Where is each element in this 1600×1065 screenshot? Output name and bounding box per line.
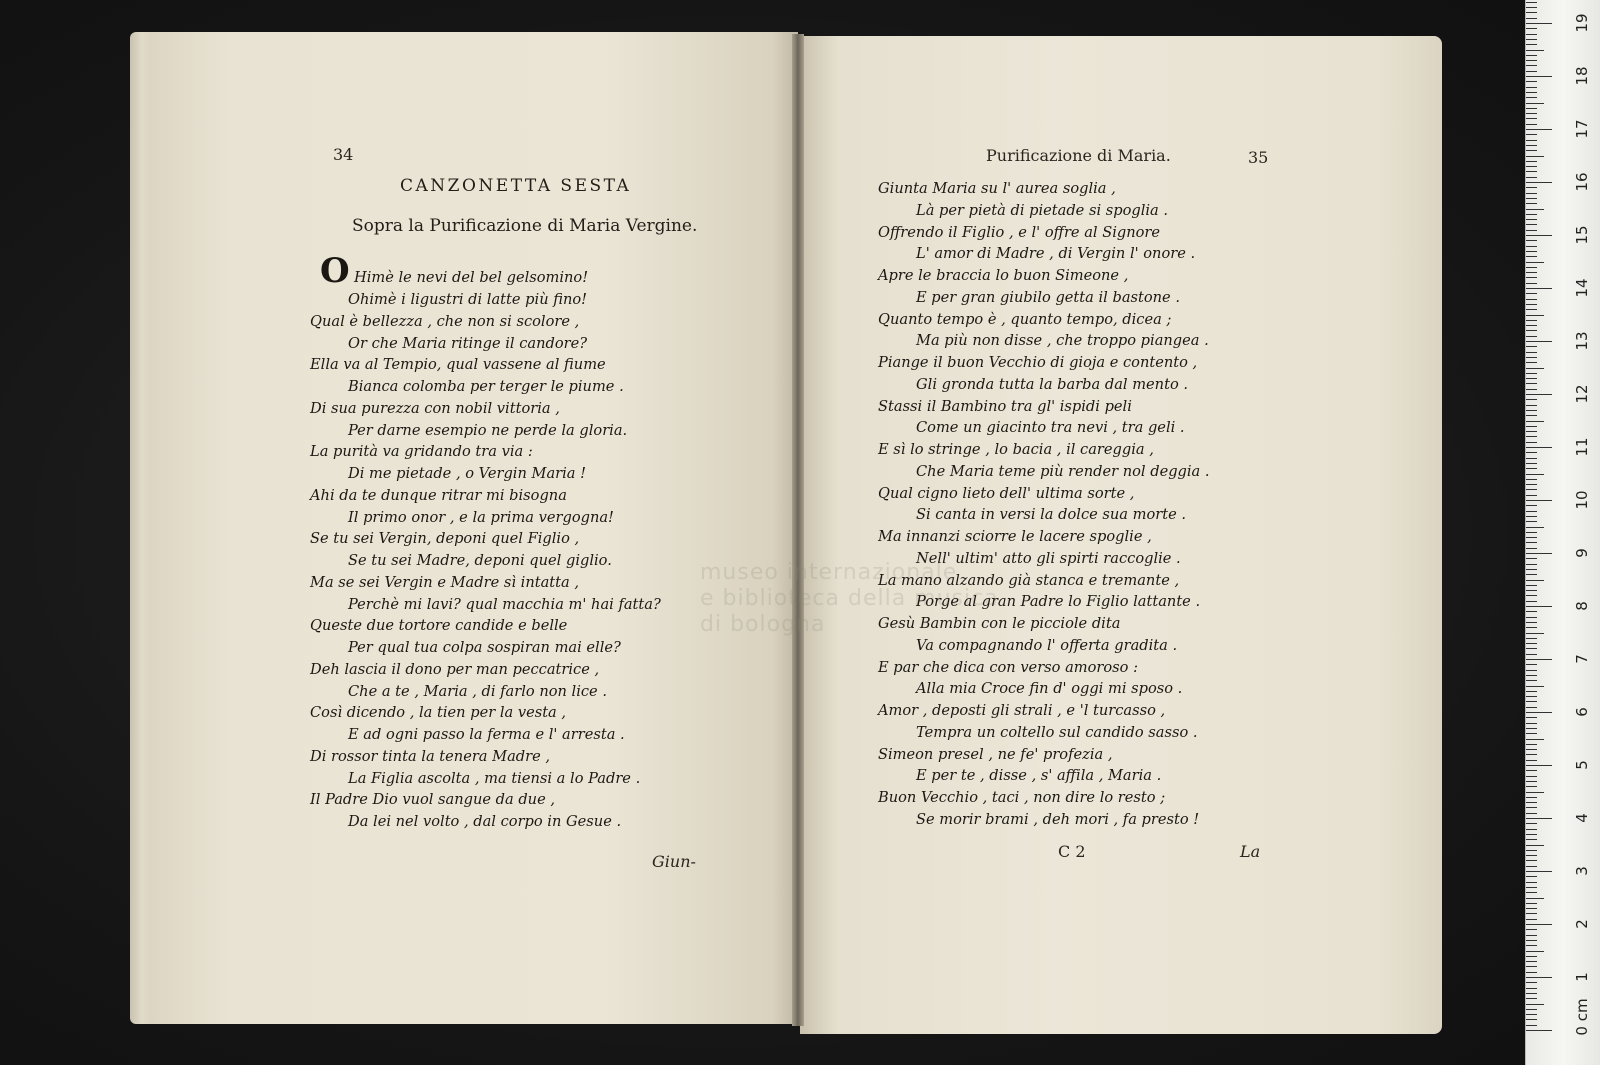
verse-line: Per qual tua colpa sospiran mai elle?: [348, 639, 621, 656]
ruler-tick: [1526, 887, 1537, 888]
ruler-tick: [1526, 129, 1552, 130]
ruler-tick: [1526, 505, 1537, 506]
ruler-tick: [1526, 876, 1537, 877]
ruler-tick: [1526, 452, 1537, 453]
ruler-tick: [1526, 325, 1537, 326]
ruler-tick: [1526, 527, 1544, 528]
ruler-tick: [1526, 12, 1537, 13]
ruler-tick: [1526, 415, 1537, 416]
verse-line: Ma se sei Vergin e Madre sì intatta ,: [310, 573, 579, 591]
left-verse-block: [310, 289, 661, 833]
ruler-tick: [1526, 707, 1537, 708]
left-catchword: Giun-: [652, 852, 696, 871]
ruler-tick: [1526, 209, 1544, 210]
ruler-tick: [1526, 203, 1537, 204]
ruler-tick: [1526, 834, 1537, 835]
ruler-tick: [1526, 675, 1537, 676]
ruler-tick: [1526, 765, 1552, 766]
ruler-tick: [1526, 871, 1552, 872]
ruler-tick: [1526, 484, 1537, 485]
ruler-number: 19: [1573, 13, 1591, 33]
ruler-tick: [1526, 389, 1537, 390]
ruler-tick: [1526, 977, 1552, 978]
ruler-tick: [1526, 993, 1537, 994]
ruler-tick: [1526, 134, 1537, 135]
ruler-tick: [1526, 776, 1537, 777]
verse-line: Ohimè i ligustri di latte più fino!: [348, 291, 588, 308]
ruler-tick: [1526, 945, 1537, 946]
ruler-number: 6: [1573, 707, 1591, 717]
ruler-tick: [1526, 240, 1537, 241]
verse-line: Se tu sei Madre, deponi quel giglio.: [348, 552, 612, 569]
ruler-tick: [1526, 44, 1537, 45]
ruler-tick: [1526, 924, 1552, 925]
ruler-tick: [1526, 521, 1537, 522]
ruler-tick: [1526, 797, 1537, 798]
ruler-tick: [1526, 680, 1537, 681]
verse-line: Tempra un coltello sul candido sasso .: [916, 723, 1198, 741]
ruler-tick: [1526, 781, 1537, 782]
ruler-tick: [1526, 845, 1544, 846]
measurement-ruler: [1525, 0, 1600, 1065]
ruler-tick: [1526, 330, 1537, 331]
ruler-tick: [1526, 850, 1537, 851]
ruler-number: 16: [1573, 172, 1591, 192]
ruler-tick: [1526, 50, 1544, 51]
ruler-tick: [1526, 177, 1537, 178]
ruler-tick: [1526, 611, 1537, 612]
ruler-tick: [1526, 590, 1537, 591]
ruler-tick: [1526, 696, 1537, 697]
ruler-tick: [1526, 898, 1544, 899]
ruler-tick: [1526, 654, 1537, 655]
ruler-tick: [1526, 320, 1537, 321]
ruler-tick: [1526, 309, 1537, 310]
ruler-tick: [1526, 749, 1537, 750]
ruler-tick: [1526, 633, 1544, 634]
ruler-number: 17: [1573, 119, 1591, 139]
verse-line: Se tu sei Vergin, deponi quel Figlio ,: [310, 530, 580, 548]
ruler-number: 4: [1573, 813, 1591, 823]
verse-line: Giunta Maria su l' aurea soglia ,: [878, 180, 1116, 197]
ruler-tick: [1526, 638, 1537, 639]
ruler-tick: [1526, 548, 1537, 549]
ruler-tick: [1526, 299, 1537, 300]
ruler-tick: [1526, 940, 1537, 941]
ruler-tick: [1526, 224, 1537, 225]
verse-line: Qual è bellezza , che non si scolore ,: [310, 312, 580, 330]
ruler-tick: [1526, 373, 1537, 374]
ruler-tick: [1526, 998, 1537, 999]
ruler-tick: [1526, 691, 1537, 692]
ruler-tick: [1526, 728, 1537, 729]
ruler-tick: [1526, 426, 1537, 427]
ruler-number: 3: [1573, 866, 1591, 876]
ruler-tick: [1526, 601, 1537, 602]
verse-line: Apre le braccia lo buon Simeone ,: [878, 267, 1129, 284]
ruler-tick: [1526, 81, 1537, 82]
ruler-tick: [1526, 214, 1537, 215]
ruler-tick: [1526, 246, 1537, 247]
ruler-tick: [1526, 150, 1537, 151]
ruler-tick: [1526, 405, 1537, 406]
ruler-tick: [1526, 277, 1537, 278]
ruler-tick: [1526, 807, 1537, 808]
ruler-tick: [1526, 447, 1552, 448]
ruler-tick: [1526, 187, 1537, 188]
ruler-tick: [1526, 431, 1537, 432]
ruler-tick: [1526, 436, 1537, 437]
ruler-tick: [1526, 65, 1537, 66]
verse-line: Di rossor tinta la tenera Madre ,: [310, 747, 551, 765]
poem-subtitle: Sopra la Purificazione di Maria Vergine.: [352, 216, 698, 236]
ruler-tick: [1526, 595, 1537, 596]
ruler-tick: [1526, 272, 1537, 273]
ruler-tick: [1526, 18, 1537, 19]
ruler-tick: [1526, 511, 1537, 512]
ruler-tick: [1526, 283, 1537, 284]
ruler-tick: [1526, 458, 1537, 459]
ruler-number: 2: [1573, 919, 1591, 929]
ruler-tick: [1526, 71, 1537, 72]
ruler-tick: [1526, 256, 1537, 257]
verse-line: L' amor di Madre , di Vergin l' onore .: [916, 245, 1196, 263]
ruler-tick: [1526, 463, 1537, 464]
ruler-tick: [1526, 336, 1537, 337]
ruler-tick: [1526, 145, 1537, 146]
ruler-tick: [1526, 760, 1537, 761]
ruler-tick: [1526, 882, 1537, 883]
ruler-tick: [1526, 28, 1537, 29]
ruler-tick: [1526, 813, 1537, 814]
ruler-tick: [1526, 251, 1537, 252]
ruler-tick: [1526, 198, 1537, 199]
ruler-tick: [1526, 866, 1537, 867]
ruler-tick: [1526, 76, 1552, 77]
ruler-number: 11: [1573, 437, 1591, 457]
ruler-tick: [1526, 315, 1544, 316]
drop-cap: O: [320, 251, 350, 291]
ruler-tick: [1526, 1030, 1552, 1031]
verse-line: Offrendo il Figlio , e l' offre al Signore: [878, 223, 1161, 241]
ruler-tick: [1526, 97, 1537, 98]
ruler-tick: [1526, 410, 1537, 411]
ruler-tick: [1526, 92, 1537, 93]
verse-line: Ahi da te dunque ritrar mi bisogna: [310, 486, 567, 504]
ruler-tick: [1526, 643, 1537, 644]
ruler-tick: [1526, 156, 1544, 157]
ruler-tick: [1526, 786, 1537, 787]
ruler-tick: [1526, 293, 1537, 294]
ruler-tick: [1526, 87, 1537, 88]
verse-line: Che a te , Maria , di farlo non lice .: [348, 682, 607, 700]
ruler-tick: [1526, 792, 1544, 793]
ruler-tick: [1526, 421, 1544, 422]
ruler-tick: [1526, 489, 1537, 490]
ruler-tick: [1526, 770, 1537, 771]
ruler-tick: [1526, 103, 1544, 104]
ruler-number: 18: [1573, 66, 1591, 86]
right-page-number: 35: [1248, 148, 1269, 167]
ruler-tick: [1526, 617, 1537, 618]
verse-line: Se morir brami , deh mori , fa presto !: [916, 810, 1200, 828]
verse-line: Deh lascia il dono per man peccatrice ,: [310, 660, 600, 678]
ruler-tick: [1526, 855, 1537, 856]
ruler-tick: [1526, 919, 1537, 920]
ruler-tick: [1526, 982, 1537, 983]
ruler-tick: [1526, 744, 1537, 745]
verse-line: Va compagnando l' offerta gradita .: [916, 636, 1178, 654]
ruler-tick: [1526, 341, 1552, 342]
verse-line: Gesù Bambin con le picciole dita: [878, 615, 1121, 632]
left-page-number: 34: [333, 145, 354, 164]
ruler-tick: [1526, 532, 1537, 533]
ruler-tick: [1526, 537, 1537, 538]
verse-line: E par che dica con verso amoroso :: [878, 658, 1139, 676]
ruler-tick: [1526, 1009, 1537, 1010]
verse-line: Queste due tortore candide e belle: [310, 617, 568, 635]
verse-line: Qual cigno lieto dell' ultima sorte ,: [878, 484, 1135, 502]
ruler-tick: [1526, 479, 1537, 480]
ruler-tick: [1526, 966, 1537, 967]
ruler-tick: [1526, 802, 1537, 803]
ruler-tick: [1526, 754, 1537, 755]
verse-line: Il primo onor , e la prima vergogna!: [348, 508, 614, 526]
ruler-tick: [1526, 161, 1537, 162]
ruler-tick: [1526, 542, 1537, 543]
ruler-number: 5: [1573, 760, 1591, 770]
verse-line: Si canta in versi la dolce sua morte .: [916, 506, 1186, 524]
ruler-tick: [1526, 701, 1537, 702]
verse-line: Che Maria teme più render nol deggia .: [916, 462, 1210, 480]
verse-line: E per gran giubilo getta il bastone .: [916, 288, 1180, 306]
signature-mark: C 2: [1058, 842, 1086, 861]
ruler-tick: [1526, 988, 1537, 989]
ruler-tick: [1526, 23, 1552, 24]
verse-line: Là per pietà di pietade si spoglia .: [916, 201, 1169, 219]
ruler-tick: [1526, 171, 1537, 172]
verse-line: Or che Maria ritinge il candore?: [348, 334, 588, 352]
ruler-tick: [1526, 606, 1552, 607]
ruler-tick: [1526, 670, 1537, 671]
ruler-unit-label: 0 cm: [1573, 998, 1591, 1036]
ruler-tick: [1526, 118, 1537, 119]
ruler-number: 10: [1573, 490, 1591, 510]
ruler-tick: [1526, 124, 1537, 125]
verse-line: Quanto tempo è , quanto tempo, dicea ;: [878, 310, 1172, 328]
ruler-tick: [1526, 113, 1537, 114]
ruler-tick: [1526, 622, 1537, 623]
ruler-tick: [1526, 495, 1537, 496]
ruler-tick: [1526, 500, 1552, 501]
verse-line: Ella va al Tempio, qual vassene al fiume: [310, 356, 606, 374]
ruler-tick: [1526, 686, 1544, 687]
ruler-tick: [1526, 2, 1537, 3]
ruler-tick: [1526, 442, 1537, 443]
verse-line: Ma più non disse , che troppo piangea .: [916, 332, 1209, 350]
ruler-tick: [1526, 304, 1537, 305]
ruler-tick: [1526, 230, 1537, 231]
ruler-tick: [1526, 394, 1552, 395]
ruler-tick: [1526, 474, 1544, 475]
watermark-line: e biblioteca della musica: [700, 586, 999, 611]
ruler-tick: [1526, 717, 1537, 718]
ruler-tick: [1526, 378, 1537, 379]
verse-line: Amor , deposti gli strali , e 'l turcasso ,: [878, 702, 1166, 719]
verse-line: Nell' ultim' atto gli spirti raccoglie .: [916, 549, 1181, 567]
ruler-tick: [1526, 558, 1537, 559]
ruler-tick: [1526, 235, 1552, 236]
ruler-tick: [1526, 860, 1537, 861]
ruler-tick: [1526, 262, 1544, 263]
ruler-tick: [1526, 839, 1537, 840]
ruler-tick: [1526, 712, 1552, 713]
ruler-number: 14: [1573, 278, 1591, 298]
ruler-tick: [1526, 288, 1552, 289]
verse-line: Di sua purezza con nobil vittoria ,: [310, 399, 560, 417]
ruler-tick: [1526, 34, 1537, 35]
ruler-tick: [1526, 7, 1537, 8]
right-catchword: La: [1240, 842, 1261, 861]
poem-title: CANZONETTA SESTA: [400, 176, 632, 196]
ruler-number: 12: [1573, 384, 1591, 404]
verse-line: Perchè mi lavi? qual macchia m' hai fatta?: [348, 595, 661, 613]
ruler-number: 15: [1573, 225, 1591, 245]
ruler-tick: [1526, 903, 1537, 904]
ruler-number: 13: [1573, 331, 1591, 351]
verse-line: Per darne esempio ne perde la gloria.: [348, 421, 628, 439]
ruler-tick: [1526, 961, 1537, 962]
running-head: Purificazione di Maria.: [986, 146, 1171, 165]
ruler-tick: [1526, 362, 1537, 363]
ruler-tick: [1526, 972, 1537, 973]
ruler-tick: [1526, 829, 1537, 830]
ruler-tick: [1526, 357, 1537, 358]
verse-line: La Figlia ascolta , ma tiensi a lo Padre .: [348, 769, 641, 787]
ruler-tick: [1526, 60, 1537, 61]
verse-line: Piange il buon Vecchio di gioja e contento ,: [878, 354, 1198, 371]
ruler-tick: [1526, 553, 1552, 554]
ruler-tick: [1526, 1004, 1544, 1005]
verse-line: Gli gronda tutta la barba dal mento .: [916, 375, 1189, 393]
ruler-tick: [1526, 1025, 1537, 1026]
ruler-tick: [1526, 574, 1537, 575]
ruler-tick: [1526, 383, 1537, 384]
verse-line: E ad ogni passo la ferma e l' arresta .: [348, 726, 625, 743]
watermark-line: museo internazionale: [700, 560, 958, 585]
ruler-tick: [1526, 739, 1544, 740]
ruler-tick: [1526, 935, 1537, 936]
ruler-tick: [1526, 346, 1537, 347]
ruler-number: 8: [1573, 601, 1591, 611]
first-verse-line: Himè le nevi del bel gelsomino!: [354, 269, 589, 286]
watermark-line: di bologna: [700, 612, 826, 637]
verse-line: Alla mia Croce fin d' oggi mi sposo .: [916, 680, 1183, 698]
verse-line: Simeon presel , ne fe' profezia ,: [878, 745, 1113, 763]
verse-line: La purità va gridando tra via :: [310, 443, 533, 461]
ruler-tick: [1526, 140, 1537, 141]
book-gutter: [792, 34, 804, 1026]
ruler-tick: [1526, 951, 1544, 952]
ruler-tick: [1526, 664, 1537, 665]
right-verse-block: [878, 178, 1210, 831]
verse-line: E sì lo stringe , lo bacia , il careggia ,: [878, 441, 1154, 458]
ruler-tick: [1526, 55, 1537, 56]
verse-line: Buon Vecchio , taci , non dire lo resto ;: [878, 789, 1166, 806]
verse-line: Come un giacinto tra nevi , tra geli .: [916, 419, 1185, 437]
ruler-tick: [1526, 648, 1537, 649]
ruler-tick: [1526, 818, 1552, 819]
ruler-tick: [1526, 1019, 1537, 1020]
ruler-tick: [1526, 267, 1537, 268]
ruler-tick: [1526, 352, 1537, 353]
verse-line: Così dicendo , la tien per la vesta ,: [310, 704, 567, 722]
ruler-tick: [1526, 39, 1537, 40]
ruler-tick: [1526, 892, 1537, 893]
ruler-tick: [1526, 219, 1537, 220]
verse-line: Porge al gran Padre lo Figlio lattante .: [916, 593, 1201, 611]
ruler-tick: [1526, 516, 1537, 517]
ruler-tick: [1526, 723, 1537, 724]
ruler-tick: [1526, 929, 1537, 930]
verse-line: Bianca colomba per terger le piume .: [348, 378, 624, 395]
ruler-tick: [1526, 108, 1537, 109]
ruler-tick: [1526, 166, 1537, 167]
ruler-number: 1: [1573, 972, 1591, 982]
ruler-tick: [1526, 580, 1544, 581]
ruler-tick: [1526, 569, 1537, 570]
ruler-tick: [1526, 468, 1537, 469]
ruler-tick: [1526, 585, 1537, 586]
ruler-tick: [1526, 908, 1537, 909]
ruler-tick: [1526, 956, 1537, 957]
verse-line: La mano alzando già stanca e tremante ,: [878, 571, 1180, 589]
verse-line: Di me pietade , o Vergin Maria !: [348, 465, 587, 482]
ruler-tick: [1526, 182, 1552, 183]
ruler-tick: [1526, 193, 1537, 194]
ruler-tick: [1526, 1014, 1537, 1015]
verse-line: Da lei nel volto , dal corpo in Gesue .: [348, 813, 622, 830]
ruler-tick: [1526, 564, 1537, 565]
verse-line: Ma innanzi sciorre le lacere spoglie ,: [878, 528, 1152, 545]
ruler-tick: [1526, 913, 1537, 914]
verse-line: Stassi il Bambino tra gl' ispidi peli: [878, 397, 1132, 415]
ruler-tick: [1526, 823, 1537, 824]
ruler-tick: [1526, 659, 1552, 660]
ruler-tick: [1526, 399, 1537, 400]
ruler-number: 9: [1573, 548, 1591, 558]
ruler-number: 7: [1573, 654, 1591, 664]
ruler-tick: [1526, 627, 1537, 628]
verse-line: Il Padre Dio vuol sangue da due ,: [310, 791, 556, 809]
ruler-tick: [1526, 368, 1544, 369]
ruler-tick: [1526, 733, 1537, 734]
verse-line: E per te , disse , s' affila , Maria .: [916, 767, 1162, 785]
